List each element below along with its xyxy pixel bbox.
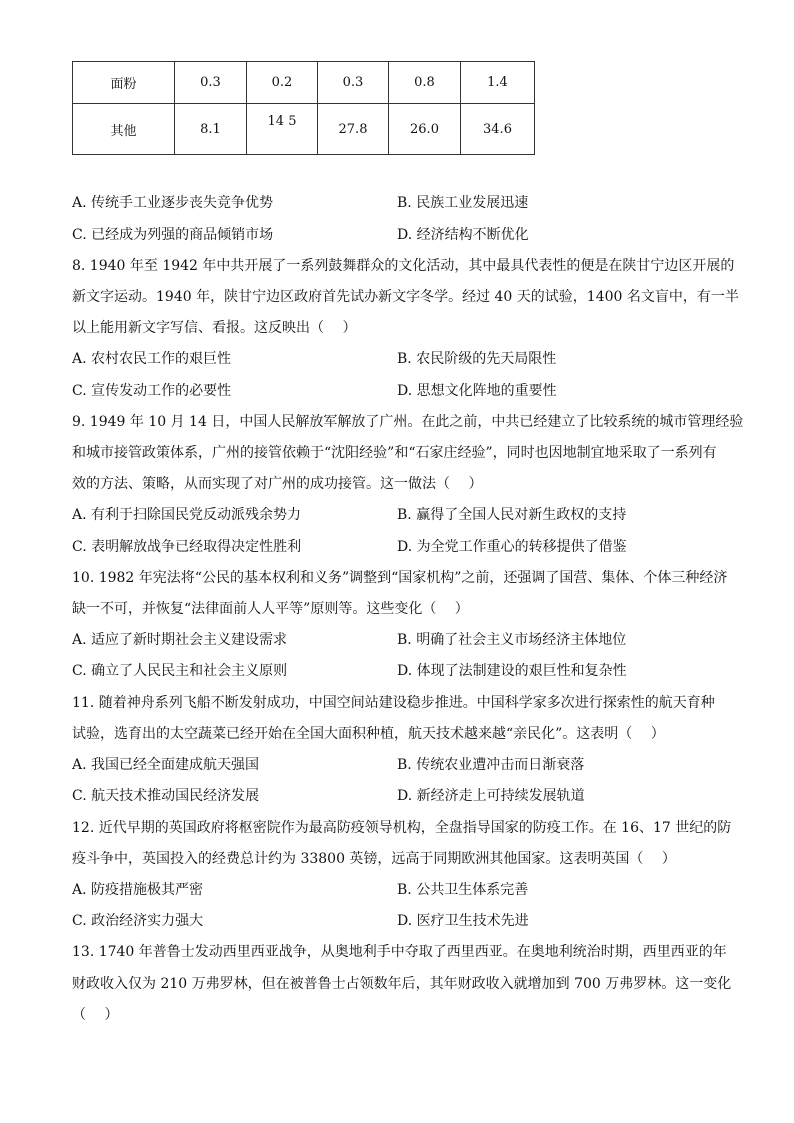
q12-option-b: B. 公共卫生体系完善 bbox=[397, 882, 529, 898]
q12-option-c: C. 政治经济实力强大 bbox=[72, 913, 204, 929]
q9-option-a: A. 有利于扫除国民党反动派残余势力 bbox=[72, 507, 302, 523]
q12-stem-line: 疫斗争中，英国投入的经费总计约为 33800 英镑，远高于同期欧洲其他国家。这表明英国（ ） bbox=[72, 851, 676, 867]
q9-stem-line: 和城市接管政策体系，广州的接管依赖于“沈阳经验”和“石家庄经验”，同时也因地制宜地采取了一系列有 bbox=[72, 445, 717, 461]
q7-option-c: C. 已经成为列强的商品倾销市场 bbox=[72, 227, 274, 243]
data-table bbox=[72, 61, 535, 155]
table-cell: 27.8 bbox=[318, 104, 389, 155]
q8-stem-line: 8. 1940 年至 1942 年中共开展了一系列鼓舞群众的文化活动，其中最具代表性的便是在陕甘宁边区开展的 bbox=[72, 258, 735, 274]
q7-option-d: D. 经济结构不断优化 bbox=[397, 227, 529, 243]
table-cell: 0.3 bbox=[318, 62, 389, 104]
table-cell-text: 14 5 bbox=[267, 113, 297, 129]
q7-option-a: A. 传统手工业逐步丧失竞争优势 bbox=[72, 195, 274, 211]
q12-option-d: D. 医疗卫生技术先进 bbox=[397, 913, 529, 929]
q11-stem-line: 试验，选育出的太空蔬菜已经开始在全国大面积种植，航天技术越来越“亲民化”。这表明（ ） bbox=[72, 726, 665, 742]
table-cell: 0.3 bbox=[175, 62, 247, 104]
q13-stem-line: （ ） bbox=[72, 1007, 119, 1023]
table-row bbox=[73, 62, 535, 104]
table-cell: 1.4 bbox=[461, 62, 535, 104]
q9-option-d: D. 为全党工作重心的转移提供了借鉴 bbox=[397, 539, 627, 555]
q10-stem-line: 缺一不可，并恢复“法律面前人人平等”原则等。这些变化（ ） bbox=[72, 601, 469, 617]
q8-option-c: C. 宣传发动工作的必要性 bbox=[72, 383, 232, 399]
q11-stem-line: 11. 随着神舟系列飞船不断发射成功，中国空间站建设稳步推进。中国科学家多次进行探索性的航天育种 bbox=[72, 695, 715, 711]
q10-option-c: C. 确立了人民民主和社会主义原则 bbox=[72, 663, 288, 679]
q10-stem-line: 10. 1982 年宪法将“公民的基本权利和义务”调整到“国家机构”之前，还强调了国营、集体、个体三种经济 bbox=[72, 570, 728, 586]
q13-stem-line: 13. 1740 年普鲁士发动西里西亚战争，从奥地利手中夺取了西里西亚。在奥地利统治时期，西里西亚的年 bbox=[72, 944, 727, 960]
table-cell: 0.8 bbox=[389, 62, 461, 104]
q9-option-b: B. 赢得了全国人民对新生政权的支持 bbox=[397, 507, 627, 523]
q8-stem-line: 新文字运动。1940 年，陕甘宁边区政府首先试办新文字冬学。经过 40 天的试验，1400 名文盲中，有一半 bbox=[72, 289, 739, 305]
q8-option-b: B. 农民阶级的先天局限性 bbox=[397, 351, 557, 367]
q8-option-d: D. 思想文化阵地的重要性 bbox=[397, 383, 557, 399]
q12-stem-line: 12. 近代早期的英国政府将枢密院作为最高防疫领导机构，全盘指导国家的防疫工作。在 16、17 世纪的防 bbox=[72, 820, 732, 836]
q9-stem-line: 效的方法、策略，从而实现了对广州的成功接管。这一做法（ ） bbox=[72, 476, 483, 492]
row-label: 面粉 bbox=[73, 62, 175, 104]
q9-option-c: C. 表明解放战争已经取得决定性胜利 bbox=[72, 539, 302, 555]
table-cell bbox=[247, 104, 318, 155]
q11-option-d: D. 新经济走上可持续发展轨道 bbox=[397, 788, 585, 804]
q11-option-c: C. 航天技术推动国民经济发展 bbox=[72, 788, 260, 804]
q10-option-a: A. 适应了新时期社会主义建设需求 bbox=[72, 632, 288, 648]
q11-option-b: B. 传统农业遭冲击而日渐衰落 bbox=[397, 757, 585, 773]
q13-stem-line: 财政收入仅为 210 万弗罗林，但在被普鲁士占领数年后，其年财政收入就增加到 700 万弗罗林。这一变化 bbox=[72, 976, 732, 992]
table-cell: 8.1 bbox=[175, 104, 247, 155]
q9-stem-line: 9. 1949 年 10 月 14 日，中国人民解放军解放了广州。在此之前，中共已经建立了比较系统的城市管理经验 bbox=[72, 414, 744, 430]
q8-option-a: A. 农村农民工作的艰巨性 bbox=[72, 351, 232, 367]
table-cell: 0.2 bbox=[247, 62, 318, 104]
table-cell: 34.6 bbox=[461, 104, 535, 155]
q11-option-a: A. 我国已经全面建成航天强国 bbox=[72, 757, 260, 773]
row-label: 其他 bbox=[73, 104, 175, 155]
table-row bbox=[73, 104, 535, 155]
q12-option-a: A. 防疫措施极其严密 bbox=[72, 882, 204, 898]
q10-option-b: B. 明确了社会主义市场经济主体地位 bbox=[397, 632, 627, 648]
q10-option-d: D. 体现了法制建设的艰巨性和复杂性 bbox=[397, 663, 627, 679]
q8-stem-line: 以上能用新文字写信、看报。这反映出（ ） bbox=[72, 320, 357, 336]
q7-option-b: B. 民族工业发展迅速 bbox=[397, 195, 529, 211]
table-cell: 26.0 bbox=[389, 104, 461, 155]
